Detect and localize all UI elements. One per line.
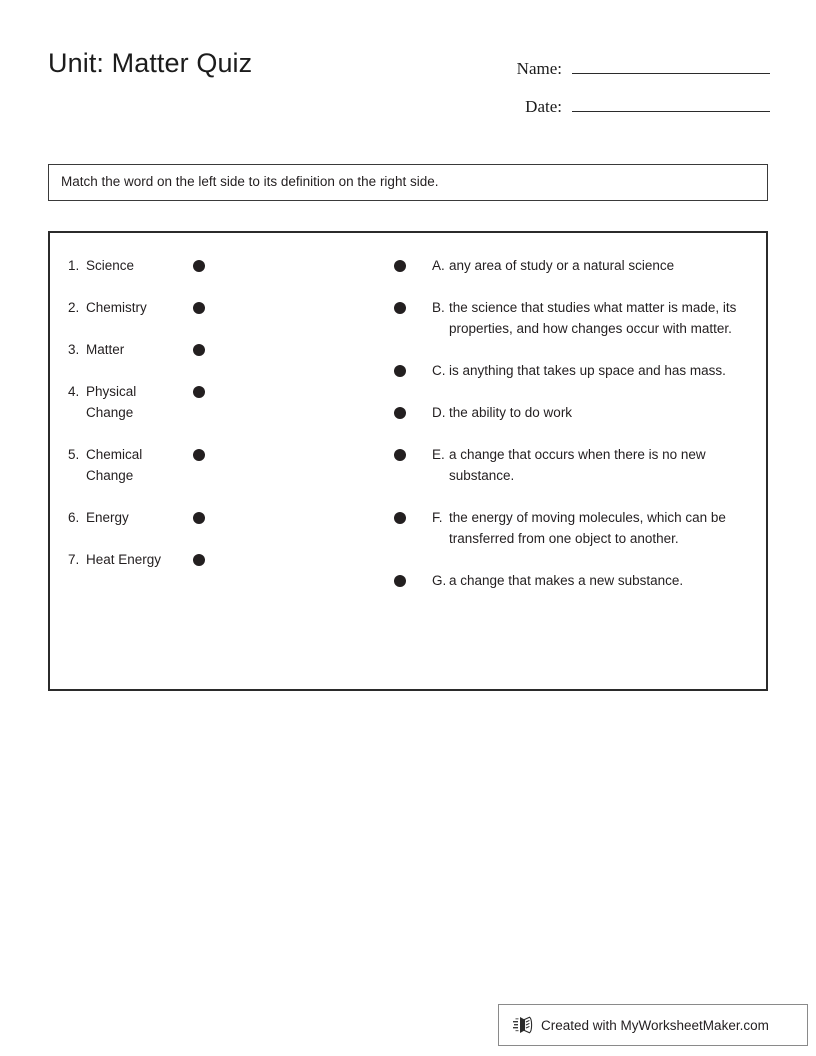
definition-letter: C. — [432, 363, 446, 378]
footer-attribution-text: Created with MyWorksheetMaker.com — [541, 1017, 769, 1033]
page-title: Unit: Matter Quiz — [48, 48, 253, 78]
name-input-line[interactable] — [572, 52, 770, 74]
definition-label: the energy of moving molecules, which can be transferred from one object to another. — [449, 510, 726, 546]
definition-row — [394, 444, 754, 486]
term-text — [64, 381, 170, 423]
term-number: 3. — [68, 342, 80, 357]
definition-text — [432, 507, 754, 549]
definition-label: a change that makes a new substance. — [449, 573, 684, 588]
definition-text — [432, 402, 754, 423]
date-input-line[interactable] — [572, 90, 770, 112]
instruction-box — [48, 164, 768, 201]
definition-row — [394, 297, 754, 339]
definition-match-dot[interactable] — [394, 365, 406, 377]
term-match-dot[interactable] — [193, 554, 205, 566]
definition-letter: D. — [432, 405, 446, 420]
definition-match-dot[interactable] — [394, 302, 406, 314]
definition-label: the science that studies what matter is made, its properties, and how changes occur with matter. — [449, 300, 737, 336]
definition-row — [394, 507, 754, 549]
term-row — [64, 339, 364, 360]
term-number: 1. — [68, 258, 80, 273]
definition-match-dot[interactable] — [394, 512, 406, 524]
term-match-dot[interactable] — [193, 302, 205, 314]
definition-letter: G. — [432, 573, 447, 588]
definition-match-dot[interactable] — [394, 575, 406, 587]
name-field-row — [460, 52, 770, 78]
worksheet-header — [0, 0, 816, 140]
definition-label: is anything that takes up space and has mass. — [449, 363, 726, 378]
term-row — [64, 549, 364, 570]
definition-text — [432, 570, 754, 591]
definition-label: a change that occurs when there is no new substance. — [449, 447, 706, 483]
term-label: Energy — [86, 510, 129, 525]
definition-match-dot[interactable] — [394, 260, 406, 272]
term-text — [64, 255, 170, 276]
worksheet-maker-logo-icon — [513, 1014, 533, 1036]
footer-attribution-badge[interactable] — [498, 1004, 808, 1046]
term-row — [64, 444, 364, 486]
term-number: 7. — [68, 552, 80, 567]
term-row — [64, 297, 364, 318]
term-text — [64, 549, 170, 570]
term-label: Physical Change — [86, 384, 137, 420]
term-match-dot[interactable] — [193, 512, 205, 524]
definition-match-dot[interactable] — [394, 407, 406, 419]
date-field-label: Date: — [525, 97, 562, 116]
name-field-label: Name: — [516, 59, 562, 78]
definition-text — [432, 360, 754, 381]
matching-exercise-box — [48, 231, 768, 691]
term-label: Chemistry — [86, 300, 147, 315]
definition-row — [394, 360, 754, 381]
term-row — [64, 381, 364, 423]
definition-text — [432, 444, 754, 486]
definitions-column — [394, 255, 754, 612]
definition-letter: B. — [432, 300, 445, 315]
definition-row — [394, 255, 754, 276]
definition-text — [432, 297, 754, 339]
terms-column — [64, 255, 364, 591]
term-label: Heat Energy — [86, 552, 162, 567]
term-match-dot[interactable] — [193, 449, 205, 461]
term-number: 6. — [68, 510, 80, 525]
definition-label: the ability to do work — [449, 405, 573, 420]
definition-letter: E. — [432, 447, 445, 462]
term-number: 5. — [68, 447, 80, 462]
definition-row — [394, 402, 754, 423]
term-label: Chemical Change — [86, 447, 143, 483]
definition-text — [432, 255, 754, 276]
term-match-dot[interactable] — [193, 344, 205, 356]
term-row — [64, 507, 364, 528]
term-row — [64, 255, 364, 276]
date-field-row — [460, 90, 770, 116]
term-text — [64, 339, 170, 360]
term-number: 2. — [68, 300, 80, 315]
term-label: Science — [86, 258, 135, 273]
term-match-dot[interactable] — [193, 386, 205, 398]
definition-letter: A. — [432, 258, 445, 273]
definition-label: any area of study or a natural science — [449, 258, 675, 273]
instruction-text: Match the word on the left side to its definition on the right side. — [61, 174, 439, 190]
definition-row — [394, 570, 754, 591]
term-text — [64, 297, 170, 318]
term-match-dot[interactable] — [193, 260, 205, 272]
definition-letter: F. — [432, 510, 443, 525]
term-text — [64, 444, 170, 486]
term-number: 4. — [68, 384, 80, 399]
term-text — [64, 507, 170, 528]
definition-match-dot[interactable] — [394, 449, 406, 461]
term-label: Matter — [86, 342, 125, 357]
